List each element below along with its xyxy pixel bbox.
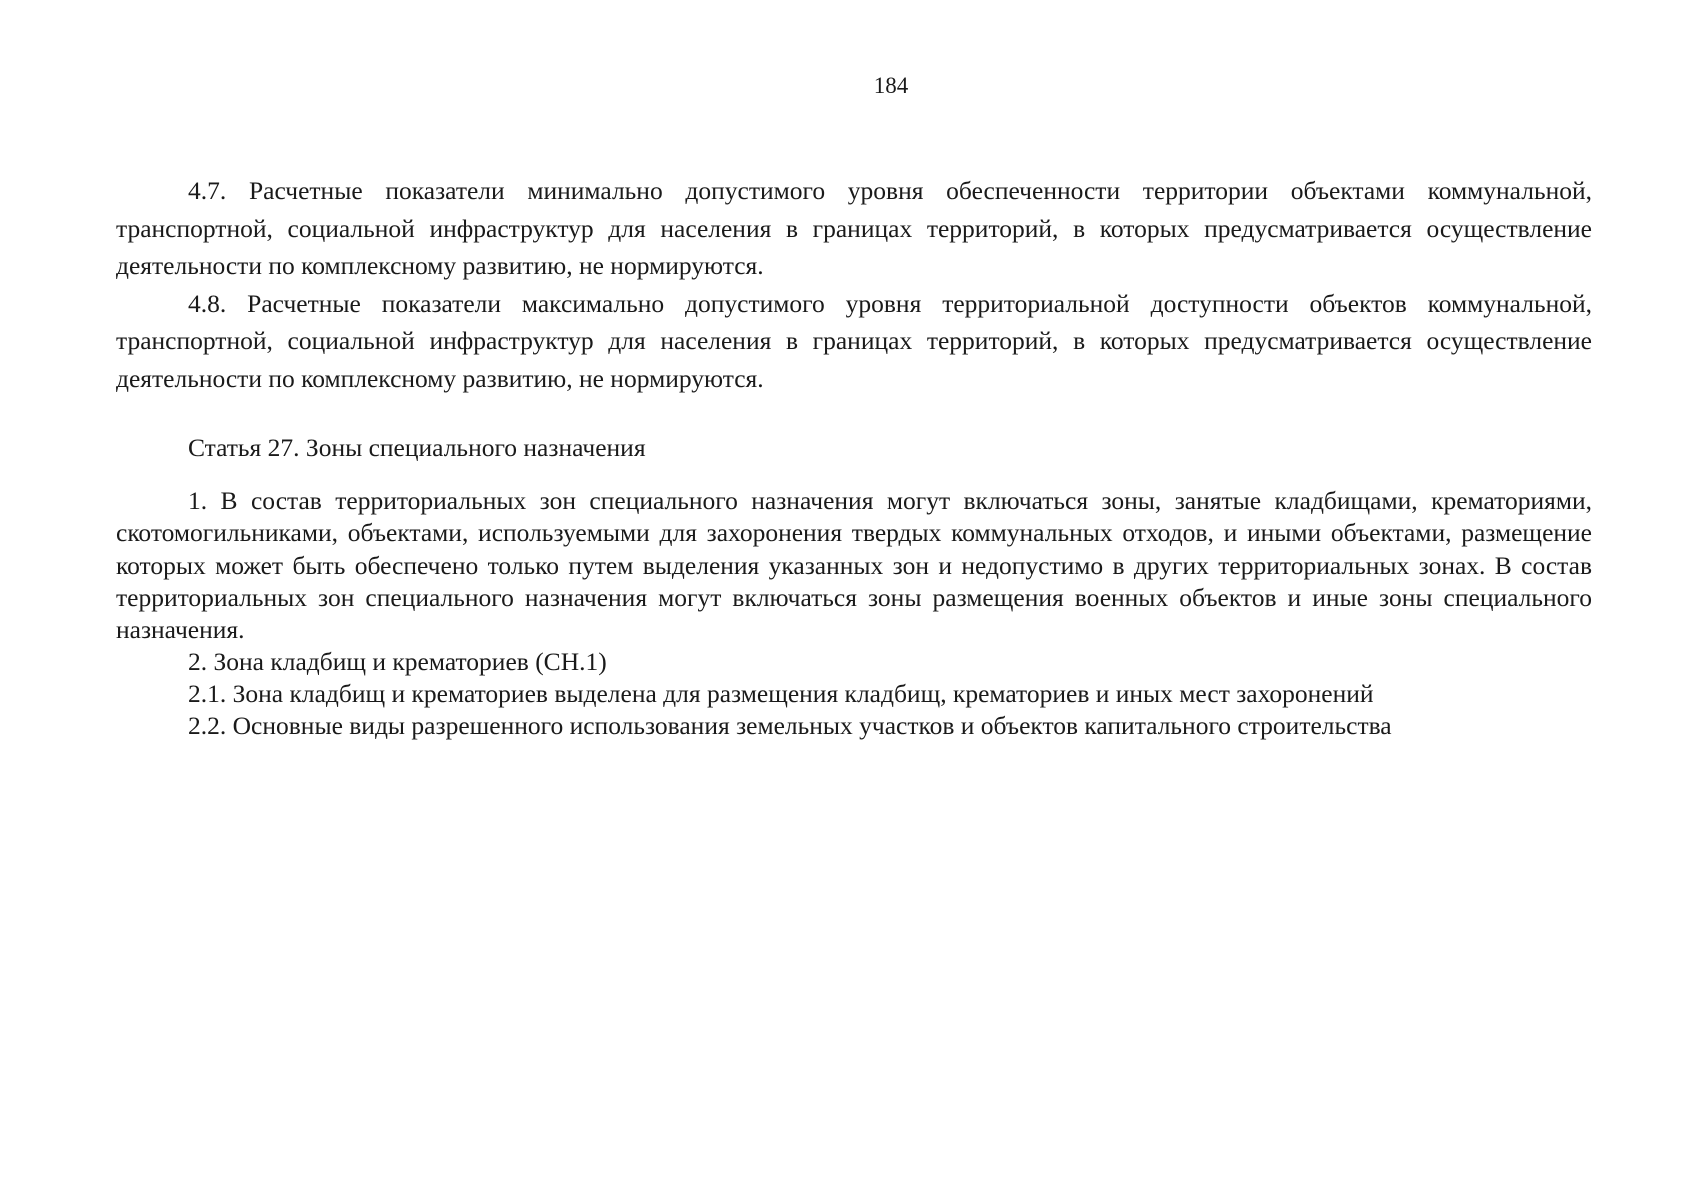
paragraph-2-2: 2.2. Основные виды разрешенного использования земельных участков и объектов капитального строительства bbox=[188, 711, 1392, 741]
paragraph-1: 1. В состав территориальных зон специального назначения могут включаться зоны, занятые кладбищами, крематориями, скотомогильниками, объектами, используемыми для захоронения твердых коммунальных отходов, и иными объектами, размещение которых может быть обеспечено только путем выделения указанных зон и недопустимо в других территориальных зонах. В состав территориальных зон специального назначения могут включаться зоны размещения военных объектов и иные зоны специального назначения. bbox=[116, 486, 1592, 645]
paragraph-4-7: 4.7. Расчетные показатели минимально допустимого уровня обеспеченности территории объектами коммунальной, транспортной, социальной инфраструктур для населения в границах территорий, в которых предусматривается осуществление деятельности по комплексному развитию, не нормируются. bbox=[116, 176, 1592, 280]
section-4-block bbox=[116, 172, 1592, 397]
paragraph-4-8: 4.8. Расчетные показатели максимально допустимого уровня территориальной доступности объектов коммунальной, транспортной, социальной инфраструктур для населения в границах территорий, в которых предусматривается осуществление деятельности по комплексному развитию, не нормируются. bbox=[116, 288, 1592, 393]
page-number: 184 bbox=[873, 73, 909, 98]
paragraph-2-1: 2.1. Зона кладбищ и крематориев выделена для размещения кладбищ, крематориев и иных мест захоронений bbox=[188, 679, 1374, 709]
article-heading-block bbox=[116, 432, 1592, 464]
paragraph-2: 2. Зона кладбищ и крематориев (СН.1) bbox=[188, 647, 607, 677]
article-27-body bbox=[116, 485, 1592, 742]
article-27-heading: Статья 27. Зоны специального назначения bbox=[188, 433, 646, 462]
